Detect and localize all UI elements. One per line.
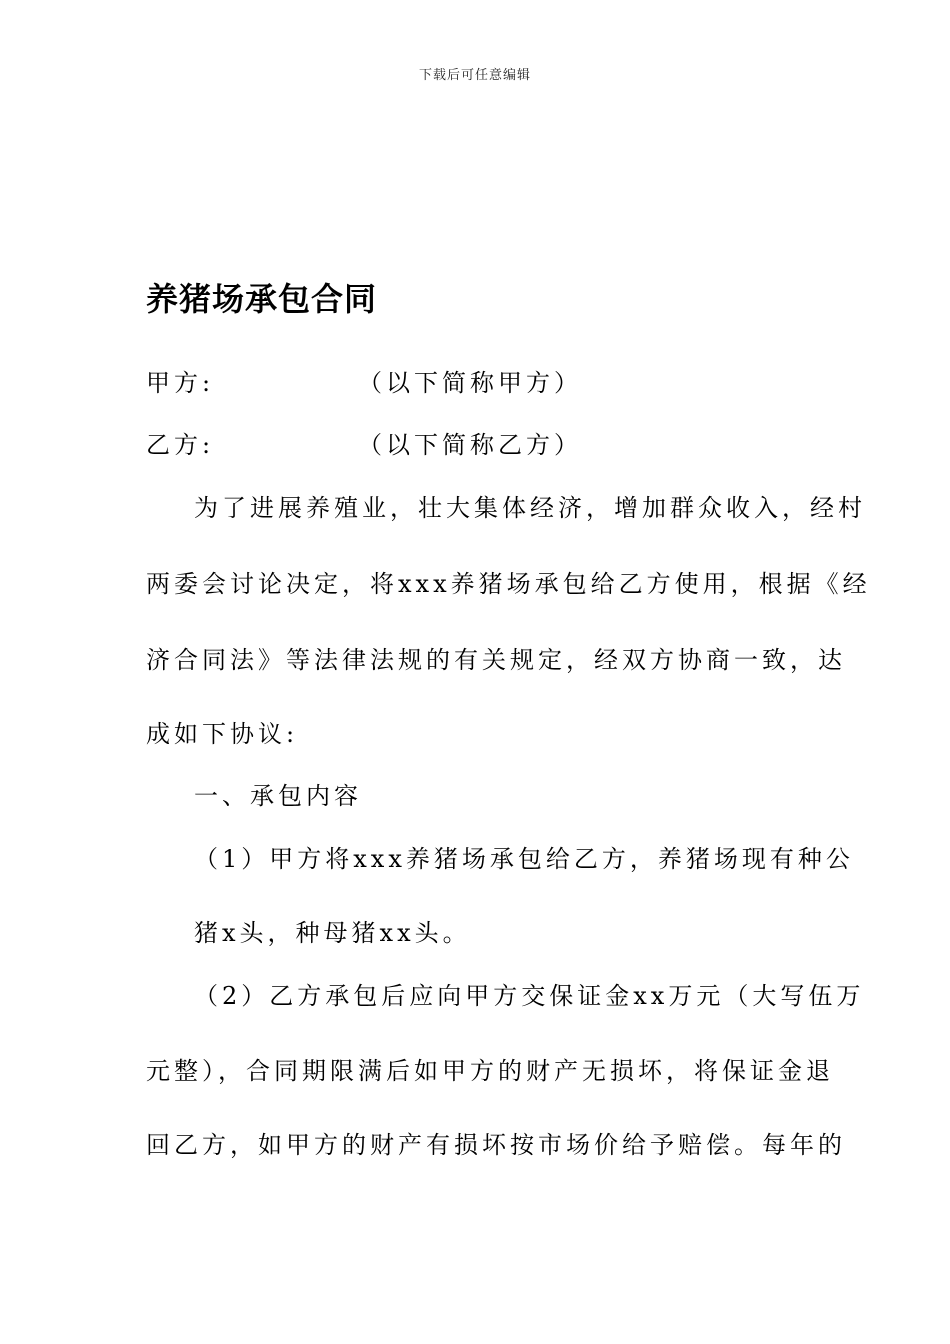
- section-1-heading: 一、承包内容: [194, 782, 362, 810]
- intro-line-3: 济合同法》等法律法规的有关规定，经双方协商一致，达: [146, 646, 846, 674]
- party-a-line: [146, 363, 806, 403]
- item-1-line-2: 猪x头，种母猪xx头。: [194, 919, 471, 947]
- item-2-line-1: （2）乙方承包后应向甲方交保证金xx万元（大写伍万: [194, 982, 865, 1010]
- intro-line-2: 两委会讨论决定，将xxx养猪场承包给乙方使用，根据《经: [146, 570, 871, 598]
- party-b-note: （以下简称乙方）: [358, 431, 582, 459]
- item-2-line-3: 回乙方，如甲方的财产有损坏按市场价给予赔偿。每年的: [146, 1131, 846, 1159]
- party-b-line: [146, 425, 806, 465]
- party-a-note: （以下简称甲方）: [358, 369, 582, 397]
- party-b-label: 乙方:: [146, 431, 215, 459]
- header-note: 下载后可任意编辑: [418, 68, 531, 83]
- party-a-label: 甲方:: [146, 369, 215, 397]
- item-2-line-2: 元整），合同期限满后如甲方的财产无损坏，将保证金退: [146, 1057, 834, 1085]
- intro-line-4: 成如下协议:: [146, 720, 299, 748]
- item-1-line-1: （1）甲方将xxx养猪场承包给乙方，养猪场现有种公: [194, 845, 854, 873]
- intro-line-1: 为了进展养殖业，壮大集体经济，增加群众收入，经村: [194, 494, 866, 522]
- document-title: 养猪场承包合同: [146, 280, 378, 318]
